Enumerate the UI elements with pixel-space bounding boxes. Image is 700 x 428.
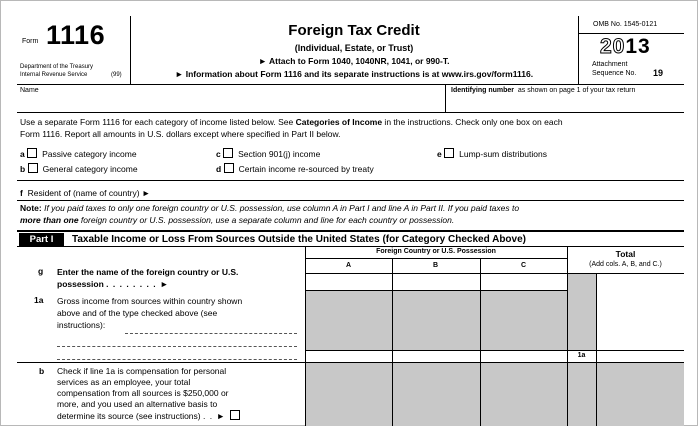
category-a: [20, 148, 137, 159]
identifying-number-label: [451, 87, 635, 94]
line-b-dots: . . ►: [203, 411, 226, 421]
column-a-header: A: [345, 262, 352, 269]
dept-line1: Department of the Treasury: [20, 64, 94, 70]
category-a-checkbox[interactable]: [27, 148, 37, 158]
resident-letter: f: [20, 188, 23, 198]
line-b-text4: more, and you used an alternative basis to: [57, 399, 218, 409]
instr-after: in the instructions. Check only one box on each: [382, 117, 563, 127]
tax-year: [600, 35, 651, 59]
line-b-number: b: [39, 366, 45, 376]
line-1a-blank-3[interactable]: [57, 359, 297, 360]
line-b-text3: compensation from all sources is $250,000 or: [57, 388, 229, 398]
category-b-letter: b: [20, 164, 26, 174]
gross-income-a-input[interactable]: [306, 350, 391, 362]
tax-year-prefix: 20: [600, 35, 626, 58]
part1-title: Taxable Income or Loss From Sources Outside the United States (for Category Checked Above): [72, 234, 526, 245]
attachment-label: Attachment: [592, 61, 628, 68]
instructions-line2: Form 1116. Report all amounts in U.S. dollars except where specified in Part II below.: [20, 129, 341, 139]
instr-before: Use a separate Form 1116 for each category of income listed below. See: [20, 117, 296, 127]
note-text2: foreign country or U.S. possession, use a separate column and line for each country or possession.: [78, 215, 455, 225]
category-d-checkbox[interactable]: [224, 163, 234, 173]
country-a-input[interactable]: [306, 274, 391, 289]
category-d: [216, 163, 374, 174]
category-d-letter: d: [216, 164, 222, 174]
category-c-label: Section 901(j) income: [238, 149, 321, 159]
foreign-country-header: Foreign Country or U.S. Possession: [376, 248, 496, 255]
note-text1: If you paid taxes to only one foreign country or U.S. possession, use column A in Part I and line A in Part II. If you paid taxes to: [41, 203, 520, 213]
sequence-label: Sequence No.: [592, 70, 637, 77]
category-a-label: Passive category income: [42, 149, 137, 159]
dept-line2: Internal Revenue Service: [20, 72, 88, 78]
category-e: [437, 148, 547, 159]
sequence-number: 19: [653, 68, 664, 78]
country-c-input[interactable]: [481, 274, 566, 289]
category-e-checkbox[interactable]: [444, 148, 454, 158]
id-label: Identifying number: [451, 87, 514, 94]
category-b: [20, 163, 138, 174]
total-shaded-b-value: [596, 363, 684, 426]
note: [20, 202, 684, 226]
line-1a-text3: instructions):: [57, 320, 106, 330]
gross-income-c-input[interactable]: [481, 350, 566, 362]
column-b-header: B: [432, 262, 439, 269]
category-c: [216, 148, 320, 159]
category-c-checkbox[interactable]: [223, 148, 233, 158]
tax-year-suffix: 13: [625, 35, 651, 58]
total-header: Total: [615, 249, 636, 259]
total-subheader: (Add cols. A, B, and C.): [589, 261, 662, 268]
shaded-1a: [305, 290, 567, 350]
identifying-number-field[interactable]: [451, 97, 681, 111]
note-bold: more than one: [20, 215, 79, 225]
line-b-checkbox[interactable]: [230, 410, 240, 420]
gross-income-b-input[interactable]: [393, 350, 478, 362]
line-b-text: [57, 366, 297, 422]
line-g-text2: possession: [57, 279, 104, 289]
category-a-letter: a: [20, 149, 25, 159]
category-c-letter: c: [216, 149, 221, 159]
instr-bold: Categories of Income: [295, 117, 383, 127]
resident-label: Resident of (name of country) ►: [27, 188, 151, 198]
line-1a-blank-1[interactable]: [125, 333, 297, 334]
form-number: 1116: [46, 20, 106, 50]
part1-tag: Part I: [19, 233, 64, 246]
resident-country-field[interactable]: [190, 187, 680, 199]
column-c-header: C: [520, 262, 527, 269]
line-g-text: [57, 266, 297, 290]
line-g-text1: Enter the name of the foreign country or U.S.: [57, 267, 239, 277]
note-label: Note:: [20, 203, 42, 213]
category-b-checkbox[interactable]: [28, 163, 38, 173]
info-instruction: ► Information about Form 1116 and its separate instructions is at www.irs.gov/form1116.: [174, 69, 534, 79]
form-label: Form: [22, 38, 39, 45]
dept-code: (99): [111, 72, 122, 78]
shaded-1b: [305, 363, 567, 426]
category-b-label: General category income: [42, 164, 138, 174]
line-1a-blank-2[interactable]: [57, 346, 297, 347]
line-b-text2: services as an employee, your total: [57, 377, 191, 387]
category-e-letter: e: [437, 149, 442, 159]
line-g-number: g: [38, 266, 44, 276]
gross-income-total-input[interactable]: [597, 350, 683, 362]
category-d-label: Certain income re-sourced by treaty: [238, 164, 374, 174]
resident-line: [20, 188, 150, 198]
line-g-dots: . . . . . . . . ►: [106, 279, 170, 289]
form-title: Foreign Tax Credit: [288, 22, 420, 39]
category-e-label: Lump-sum distributions: [459, 149, 547, 159]
line-1a-text1: Gross income from sources within country shown: [57, 296, 243, 306]
instructions-line1: [20, 117, 563, 127]
id-hint: as shown on page 1 of your tax return: [517, 87, 636, 94]
omb-number: OMB No. 1545-0121: [593, 21, 658, 28]
line-b-text5: determine its source (see instructions): [57, 411, 201, 421]
total-shaded-g: [567, 273, 596, 350]
line-1a-text: [57, 295, 297, 331]
name-label: Name: [20, 87, 39, 94]
line-1a-number: 1a: [34, 295, 44, 305]
attach-instruction: ► Attach to Form 1040, 1040NR, 1041, or 990-T.: [258, 56, 450, 66]
name-field[interactable]: [20, 96, 440, 110]
line-b-text1: Check if line 1a is compensation for personal: [57, 366, 227, 376]
line-1a-text2: above and of the type checked above (see: [57, 308, 218, 318]
total-shaded-b: [567, 363, 596, 426]
form-subtitle: (Individual, Estate, or Trust): [294, 43, 414, 53]
country-b-input[interactable]: [393, 274, 478, 289]
line-1a-box: 1a: [577, 352, 586, 359]
